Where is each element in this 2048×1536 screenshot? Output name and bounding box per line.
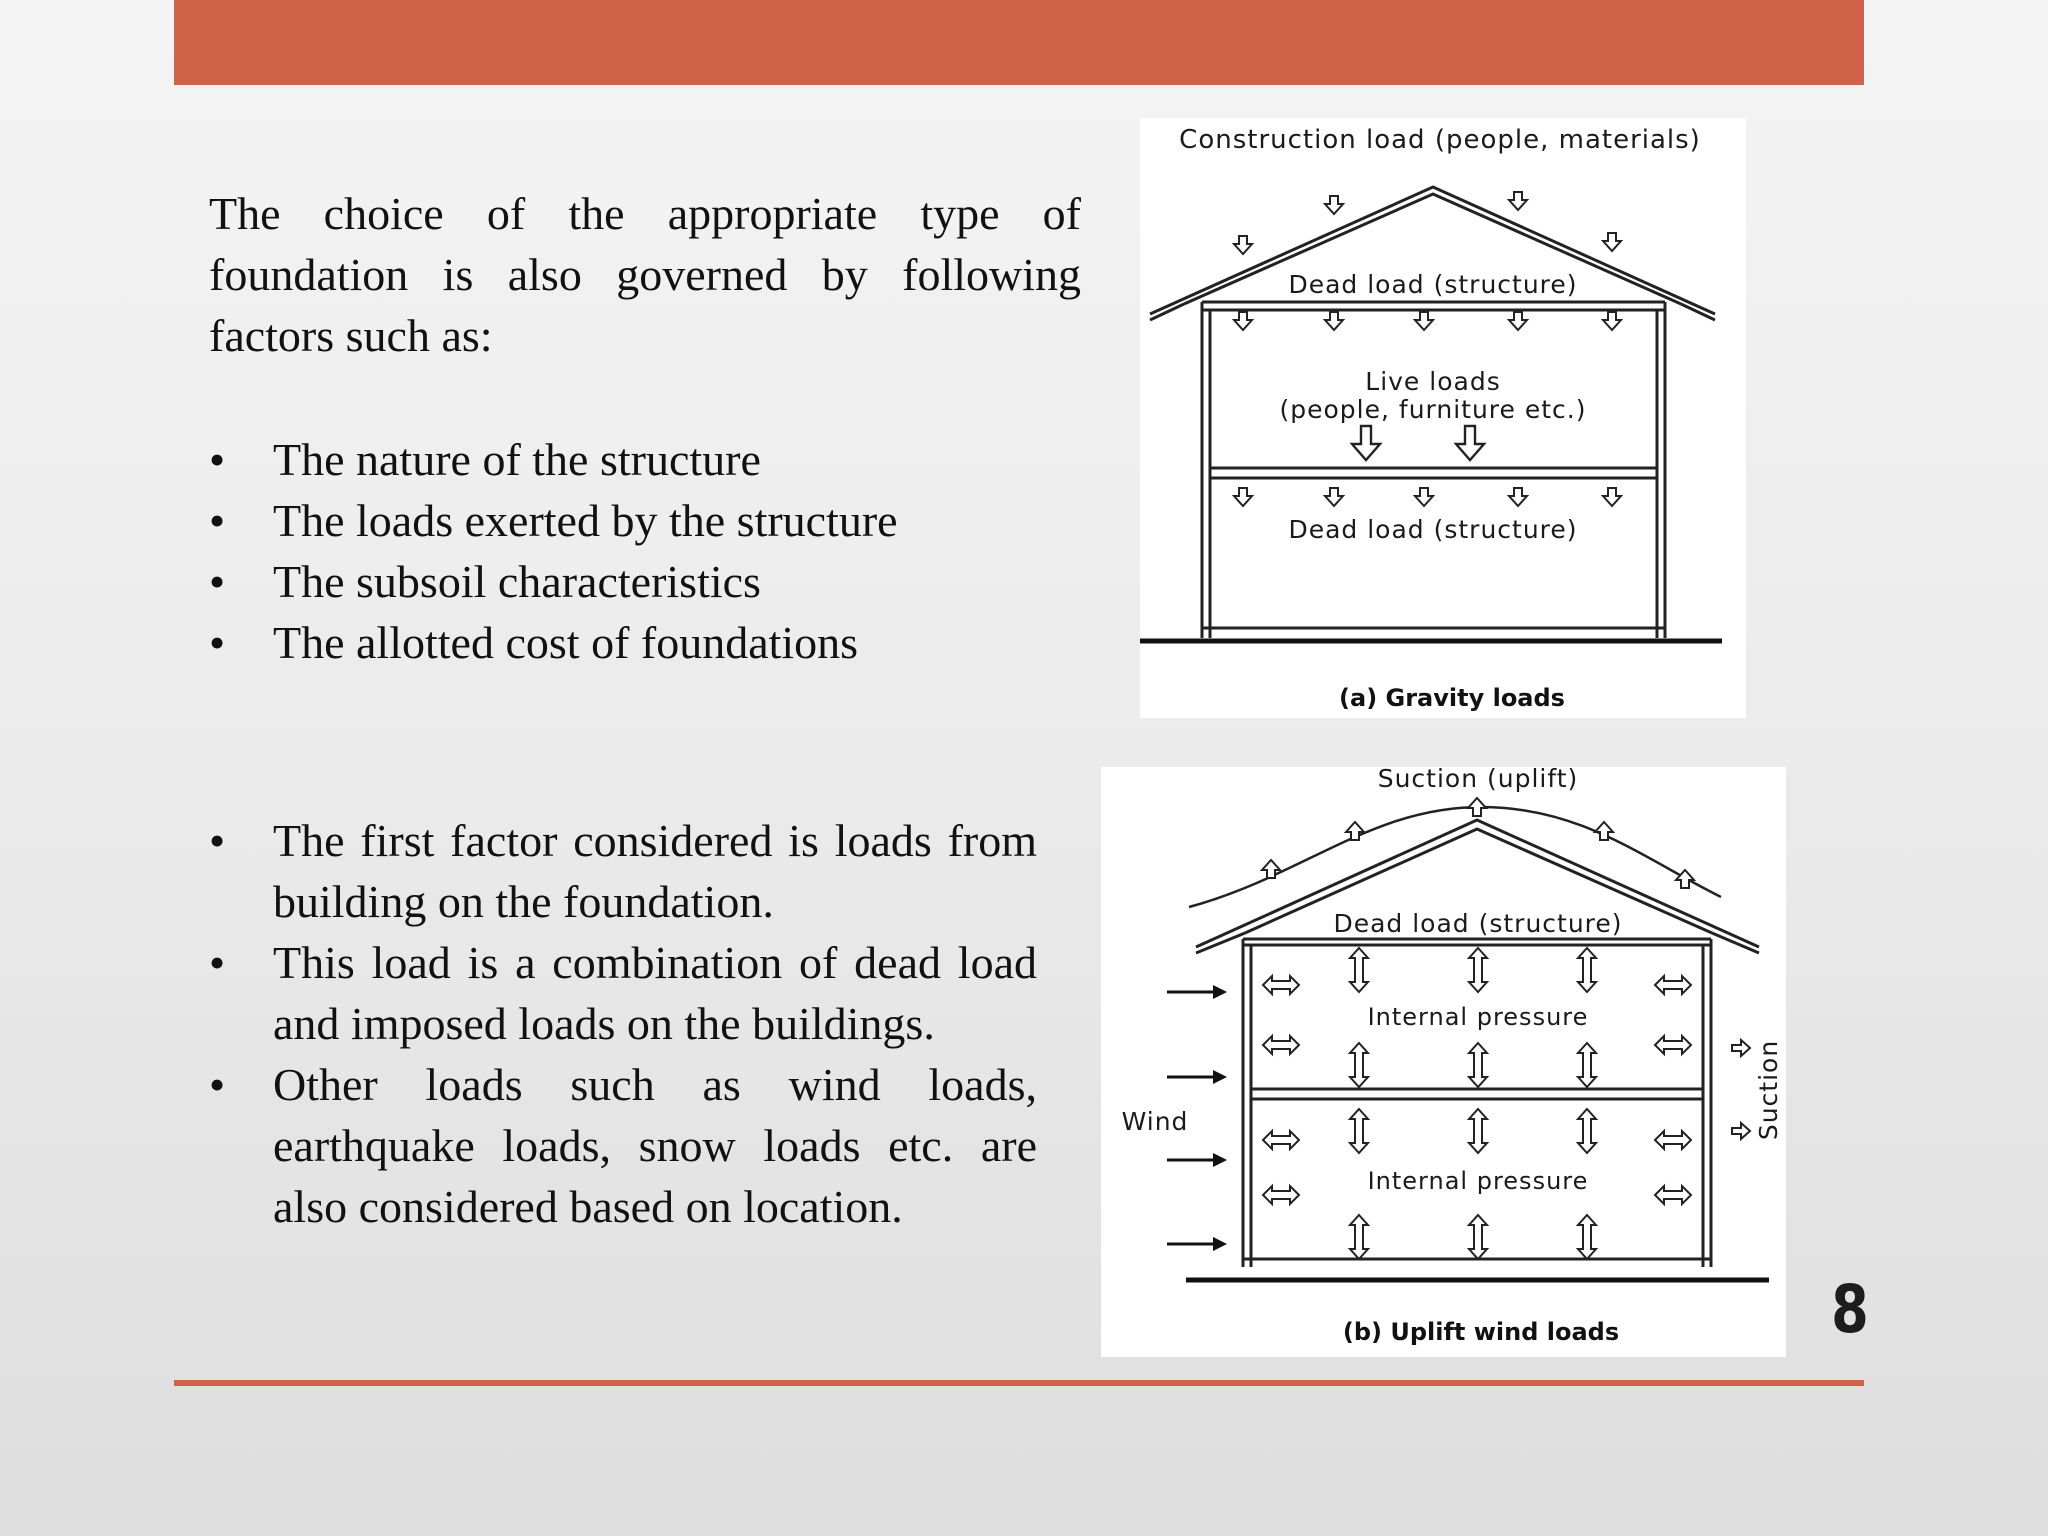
list-item: [209, 612, 1109, 673]
wind-loads-figure: [1101, 767, 1786, 1357]
list-item-text: This load is a combination of dead load and imposed loads on the buildings.: [273, 937, 1037, 1049]
list-item-text: The loads exerted by the structure: [273, 495, 898, 546]
gravity-loads-diagram: [1140, 118, 1746, 718]
bullet-icon: •: [209, 1059, 226, 1110]
live-loads-sublabel: (people, furniture etc.): [1279, 395, 1587, 424]
wind-loads-diagram: [1101, 767, 1786, 1357]
load-points-list: [209, 810, 1037, 1237]
dead-load-lower-arrows: [1234, 488, 1621, 506]
uplift-curve: [1189, 807, 1721, 907]
list-item-text: The allotted cost of foundations: [273, 617, 859, 668]
bullet-icon: •: [209, 495, 226, 546]
dead-load-floor-label: Dead load (structure): [1288, 515, 1578, 544]
live-loads-label: Live loads: [1365, 367, 1501, 396]
list-item-text: The subsoil characteristics: [273, 556, 761, 607]
factor-list: [209, 429, 1109, 673]
building-frame: [1202, 302, 1665, 638]
internal-pressure-upper-label: Internal pressure: [1367, 1003, 1589, 1031]
construction-load-label: Construction load (people, materials): [1179, 125, 1701, 155]
side-suction-arrows: [1732, 1040, 1750, 1139]
roof-outline: [1150, 187, 1715, 320]
list-item: [209, 490, 1109, 551]
side-suction-label: Suction: [1754, 1039, 1783, 1141]
gravity-loads-figure: [1140, 118, 1746, 718]
internal-pressure-arrows: [1263, 948, 1691, 1259]
internal-pressure-lower-label: Internal pressure: [1367, 1167, 1589, 1195]
bullet-icon: •: [209, 617, 226, 668]
list-item-text: Other loads such as wind loads, earthquake loads, snow loads etc. are also considered based on location.: [273, 1059, 1037, 1232]
list-item-text: The nature of the structure: [273, 434, 761, 485]
list-item: [209, 551, 1109, 612]
list-item: [209, 429, 1109, 490]
uplift-arrows: [1262, 798, 1694, 888]
list-item-text: The first factor considered is loads from building on the foundation.: [273, 815, 1037, 927]
gravity-caption: (a) Gravity loads: [1339, 684, 1565, 712]
dead-load-roof-label: Dead load (structure): [1333, 909, 1623, 938]
bullet-icon: •: [209, 556, 226, 607]
dead-load-upper-arrows: [1234, 312, 1621, 330]
footer-accent-rule: [174, 1380, 1864, 1386]
page-number: 8: [1831, 1271, 1869, 1348]
dead-load-roof-label: Dead load (structure): [1288, 270, 1578, 299]
bullet-icon: •: [209, 434, 226, 485]
wind-label: Wind: [1121, 1107, 1189, 1136]
live-load-arrows: [1352, 426, 1484, 460]
list-item: [209, 1054, 1037, 1237]
suction-uplift-label: Suction (uplift): [1377, 767, 1579, 793]
list-item: [209, 810, 1037, 932]
bullet-icon: •: [209, 815, 226, 866]
list-item: [209, 932, 1037, 1054]
bullet-icon: •: [209, 937, 226, 988]
header-accent-bar: [174, 0, 1864, 85]
wind-caption: (b) Uplift wind loads: [1342, 1318, 1620, 1346]
intro-paragraph: The choice of the appropriate type of foundation is also governed by following factors such as:: [209, 188, 1081, 361]
